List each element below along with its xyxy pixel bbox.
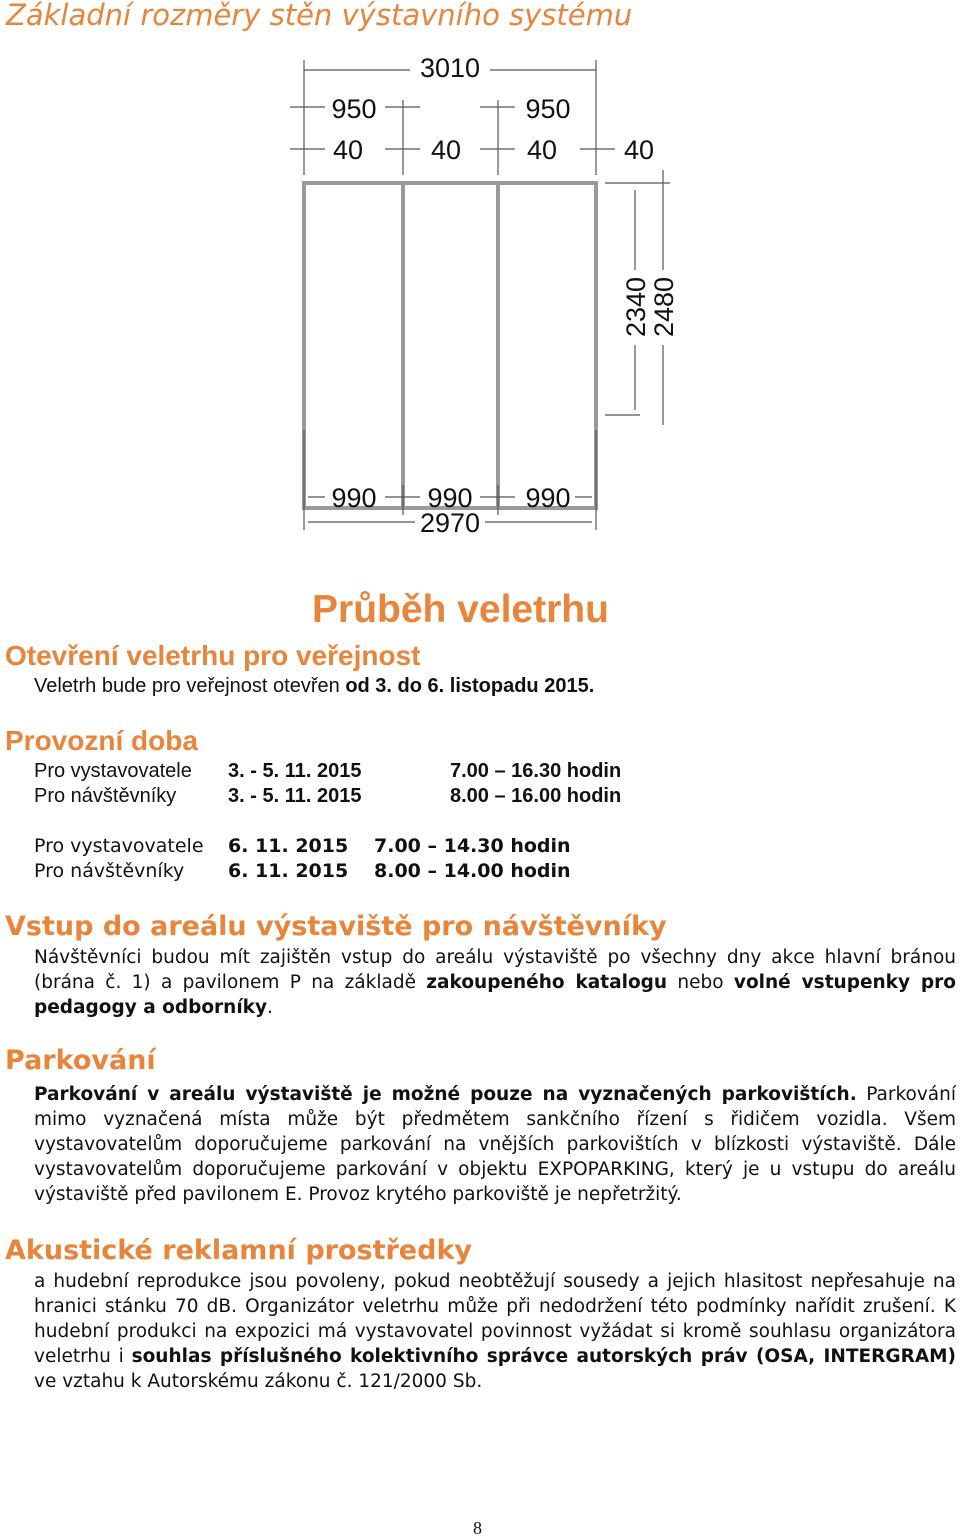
entry-text: Návštěvníci budou mít zajištěn vstup do areálu výstaviště po všechny dny akce hlavní bránou (brána č. 1) a pavilonem P na základě zakoupeného katalogu nebo volné vstupenky pro pedagogy a odborníky. <box>34 947 956 1018</box>
dim-990: 990 <box>331 483 377 513</box>
panel-frame <box>304 183 596 508</box>
dim-2970: 2970 <box>419 508 481 538</box>
hours-time: 7.00 – 14.30 hodin <box>374 835 571 857</box>
hours-time: 8.00 – 16.00 hodin <box>450 785 622 807</box>
opening-text: Veletrh bude pro veřejnost otevřen od 3. do 6. listopadu 2015. <box>34 675 595 697</box>
hours-date: 6. 11. 2015 <box>228 860 349 882</box>
dim-40: 40 <box>623 135 655 165</box>
parking-text: Parkování v areálu výstaviště je možné pouze na vyznačených parkovištích. Parkování mimo vyznačená místa může být předmětem sankčního řízení s řidičem vozidla. Všem vystavovatelům doporučujeme parkování na vnějších parkovištích v blízkosti výstaviště. Dále vystavovatelům doporučujeme parkování v objektu EXPOPARKING, který je u vstupu do areálu výstaviště před pavilonem E. Provoz krytého parkoviště je nepřetržitý. <box>34 1084 957 1205</box>
dim-40: 40 <box>430 135 462 165</box>
entry-heading: Vstup do areálu výstaviště pro návštěvníky <box>5 911 667 942</box>
hours-date: 6. 11. 2015 <box>228 835 349 857</box>
page-heading: Základní rozměry stěn výstavního systému <box>6 0 633 32</box>
dim-2480: 2480 <box>649 276 679 338</box>
dim-950: 950 <box>525 94 571 124</box>
hours-date: 3. - 5. 11. 2015 <box>228 785 362 807</box>
opening-heading: Otevření veletrhu pro veřejnost <box>5 640 421 671</box>
dim-2340: 2340 <box>621 276 651 338</box>
dim-40: 40 <box>526 135 558 165</box>
parking-heading: Parkování <box>5 1045 156 1076</box>
hours-who: Pro vystavovatele <box>34 835 204 857</box>
dim-3010: 3010 <box>419 53 481 83</box>
acoustic-heading: Akustické reklamní prostředky <box>5 1235 473 1266</box>
hours-date: 3. - 5. 11. 2015 <box>228 760 362 782</box>
dim-950: 950 <box>331 94 377 124</box>
hours-who: Pro vystavovatele <box>34 760 192 782</box>
hours-who: Pro návštěvníky <box>34 860 185 882</box>
wall-dimensions-diagram <box>280 45 700 545</box>
hours-who: Pro návštěvníky <box>34 785 177 807</box>
dim-990: 990 <box>525 483 571 513</box>
section-title: Průběh veletrhu <box>312 588 609 631</box>
hours-heading: Provozní doba <box>5 725 198 756</box>
hours-time: 7.00 – 16.30 hodin <box>450 760 622 782</box>
dim-990: 990 <box>427 483 473 513</box>
hours-time: 8.00 – 14.00 hodin <box>374 860 571 882</box>
dim-40: 40 <box>332 135 364 165</box>
page-number: 8 <box>473 1518 482 1538</box>
acoustic-text: a hudební reprodukce jsou povoleny, pokud neobtěžují sousedy a jejich hlasitost nepřesahuje na hranici stánku 70 dB. Organizátor veletrhu může při nedodržení této podmínky nařídit zrušení. K hudební produkci na expozici má vystavovatel povinnost vyžádat si kromě souhlasu organizátora veletrhu i souhlas příslušného kolektivního správce autorských práv (OSA, INTERGRAM) ve vztahu k Autorskému zákonu č. 121/2000 Sb. <box>34 1271 956 1392</box>
